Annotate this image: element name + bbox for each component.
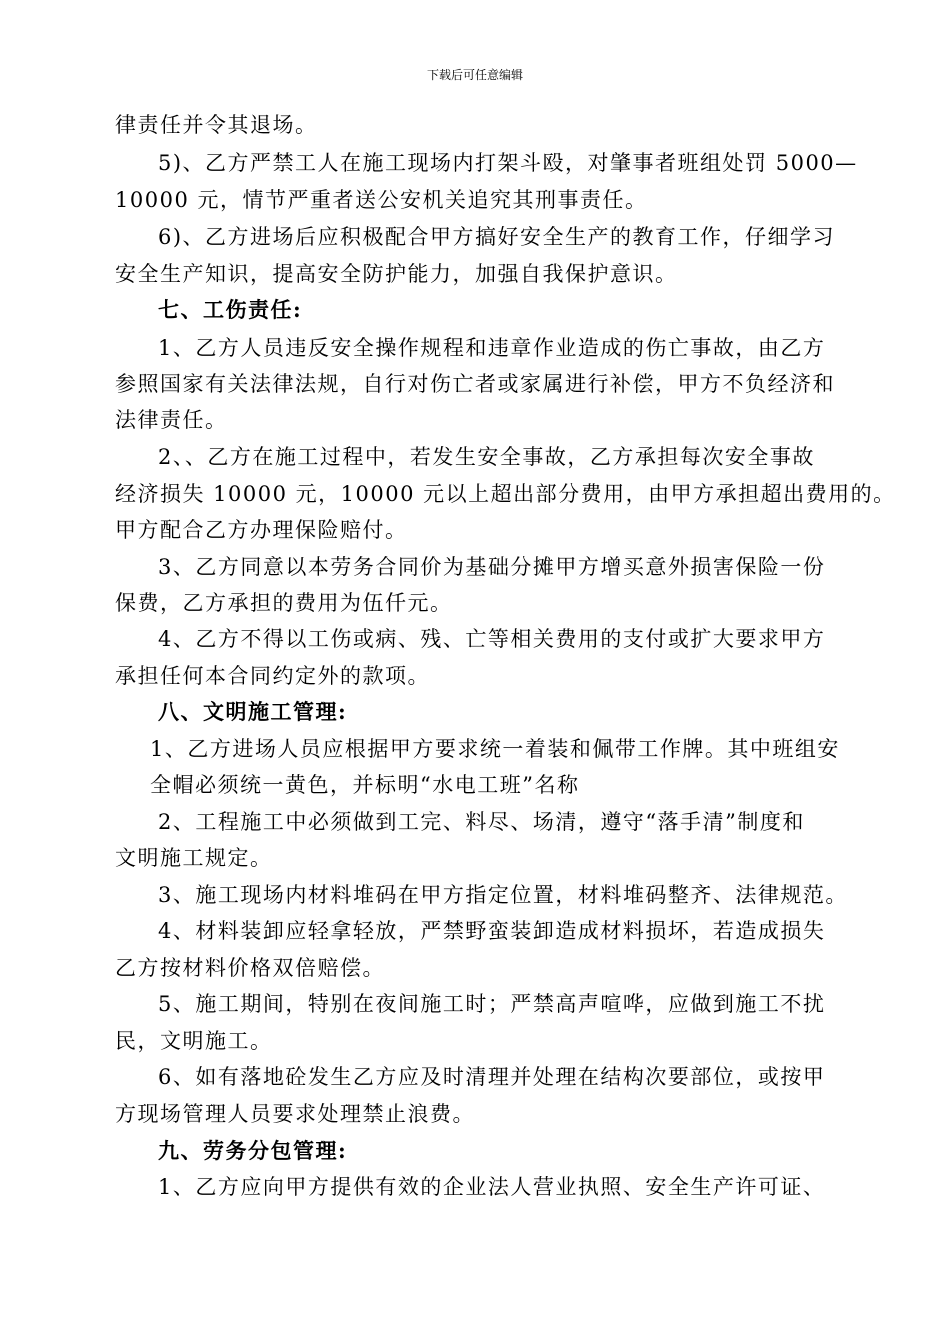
text-line: 1、乙方人员违反安全操作规程和违章作业造成的伤亡事故，由乙方: [158, 336, 826, 360]
text-line: 6)、乙方进场后应积极配合甲方搞好安全生产的教育工作，仔细学习: [158, 225, 836, 249]
section-heading: 九、劳务分包管理:: [158, 1138, 348, 1163]
text-line: 6、如有落地砼发生乙方应及时清理并处理在结构次要部位，或按甲: [158, 1065, 826, 1089]
text-line: 经济损失 10000 元，10000 元以上超出部分费用，由甲方承担超出费用的。: [115, 482, 896, 506]
text-line: 2、工程施工中必须做到工完、料尽、场清，遵守“落手清”制度和: [158, 810, 805, 834]
text-line: 保费，乙方承担的费用为伍仟元。: [115, 591, 453, 615]
page-header: 下载后可任意编辑: [426, 68, 523, 82]
text-line: 文明施工规定。: [115, 846, 273, 870]
text-line: 3、施工现场内材料堆码在甲方指定位置，材料堆码整齐、法律规范。: [158, 883, 848, 907]
text-line: 民，文明施工。: [115, 1029, 273, 1053]
text-line: 承担任何本合同约定外的款项。: [115, 664, 430, 688]
text-line: 5、施工期间，特别在夜间施工时；严禁高声喧哗，应做到施工不扰: [158, 992, 826, 1016]
text-line: 安全生产知识，提高安全防护能力，加强自我保护意识。: [115, 262, 678, 286]
section-heading: 八、文明施工管理:: [158, 699, 348, 724]
text-line: 参照国家有关法律法规，自行对伤亡者或家属进行补偿，甲方不负经济和: [115, 372, 835, 396]
text-line: 2、、乙方在施工过程中，若发生安全事故，乙方承担每次安全事故: [158, 445, 815, 469]
text-line: 4、乙方不得以工伤或病、残、亡等相关费用的支付或扩大要求甲方: [158, 627, 826, 651]
section-heading: 七、工伤责任:: [158, 297, 303, 322]
text-line: 全帽必须统一黄色，并标明“水电工班”名称: [150, 773, 580, 797]
text-line: 5)、乙方严禁工人在施工现场内打架斗殴，对肇事者班组处罚 5000—: [158, 151, 858, 175]
text-line: 律责任并令其退场。: [115, 113, 318, 137]
text-line: 法律责任。: [115, 408, 228, 432]
text-line: 10000 元，情节严重者送公安机关追究其刑事责任。: [115, 188, 648, 212]
text-line: 乙方按材料价格双倍赔偿。: [115, 956, 385, 980]
text-line: 方现场管理人员要求处理禁止浪费。: [115, 1102, 475, 1126]
text-line: 4、材料装卸应轻拿轻放，严禁野蛮装卸造成材料损坏，若造成损失: [158, 919, 826, 943]
text-line: 甲方配合乙方办理保险赔付。: [115, 518, 408, 542]
text-line: 1、乙方应向甲方提供有效的企业法人营业执照、安全生产许可证、: [158, 1175, 826, 1199]
text-line: 1、乙方进场人员应根据甲方要求统一着装和佩带工作牌。其中班组安: [150, 737, 840, 761]
text-line: 3、乙方同意以本劳务合同价为基础分摊甲方增买意外损害保险一份: [158, 555, 826, 579]
